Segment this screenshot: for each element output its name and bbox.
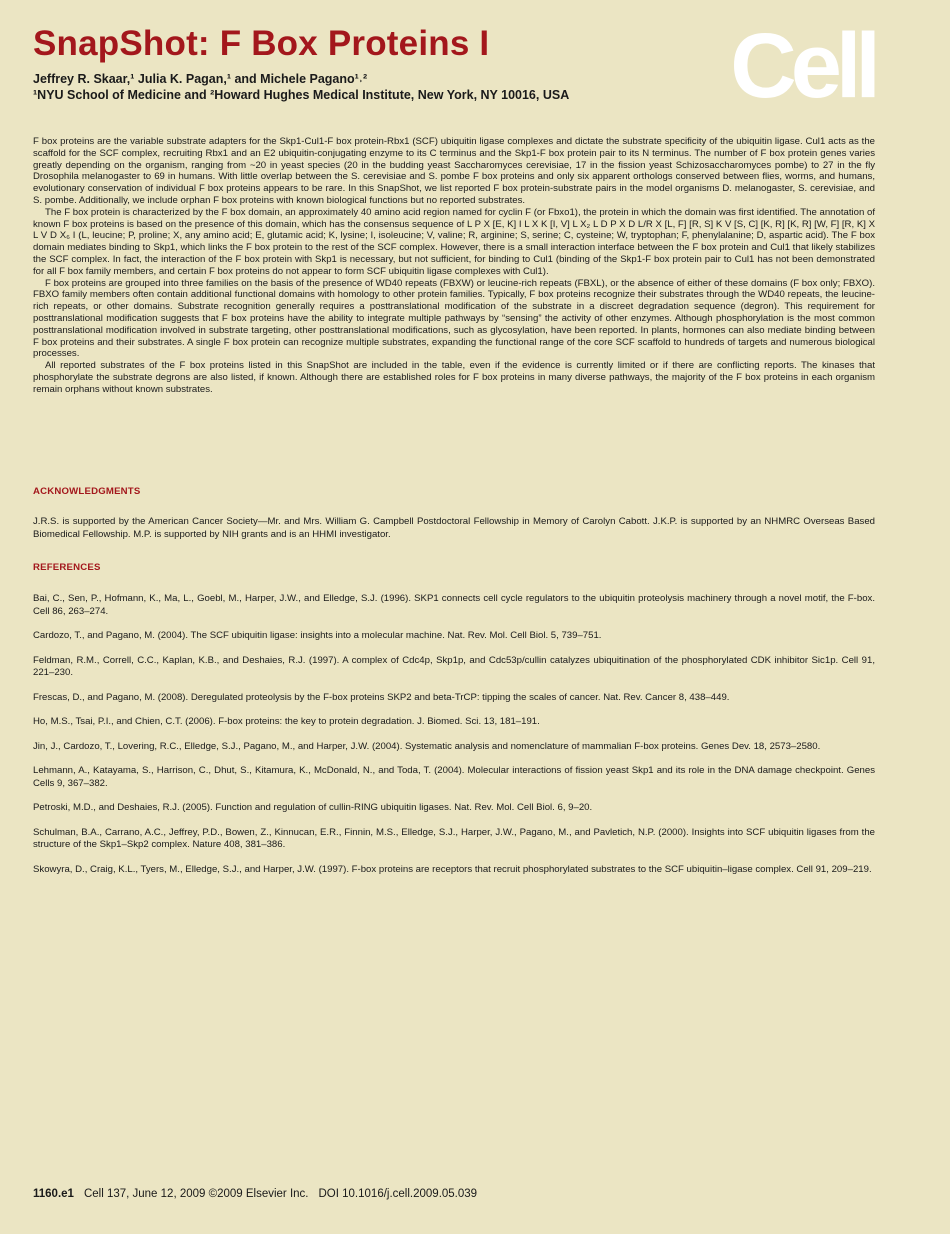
page-number: 1160.e1 [33, 1188, 74, 1200]
reference-item: Frescas, D., and Pagano, M. (2008). Deregulated proteolysis by the F-box proteins SKP2 and beta-TrCP: tipping the scales of cancer. Nat. Rev. Cancer 8, 438–449. [33, 691, 730, 703]
reference-item: Lehmann, A., Katayama, S., Harrison, C., Dhut, S., Kitamura, K., McDonald, N., and Toda, T. (2004). Molecular interactions of fission yeast Skp1 and its role in the DNA damage checkpoint. Genes Cells 9, 367–382. [33, 765, 875, 789]
acknowledgments-heading: ACKNOWLEDGMENTS [33, 486, 141, 497]
abstract-paragraph: The F box protein is characterized by the F box domain, an approximately 40 amino acid region named for cyclin F (or Fbxo1), the protein in which the domain was first identified. The annotation of known F box proteins is based on the presence of this domain, which has the consensus sequence of L P X [E, K] I L X K [I, V] L X₂ L D P X D L/R X [L, F] [R, S] K V [S, C] [K, R] [K, R] [W, F] [R, K] X L V D X₆ I (L, leucine; P, proline; X, any amino acid; E, glutamic acid; K, lysine; I, isoleucine; V, valine; R, arginine; S, serine; C, cysteine; W, tryptophan; F, phenylalanine; D, aspartic acid). The F box domain mediates binding to Skp1, which links the F box protein to the rest of the SCF complex. However, there is a small interaction interface between the F box protein and Cul1 that likely stabilizes the SCF complex. In fact, the interaction of the F box protein with Skp1 is necessary, but not sufficient, for binding to Cul1 (binding of the Skp1-F box protein pair to Cul1 has not been demonstrated for all F box family members, and certain F box proteins do not appear to form SCF ubiquitin ligase complexes with Cul1). [33, 206, 875, 277]
abstract-paragraph: All reported substrates of the F box proteins listed in this SnapShot are included in the table, even if the evidence is currently limited or if there are conflicting reports. The kinases that phosphorylate the substrate degrons are also listed, if known. Although there are established roles for F box proteins in many diverse pathways, the majority of the F box proteins in each organism remain orphans without known substrates. [33, 360, 875, 395]
cell-logo: Cell [730, 15, 875, 117]
reference-item: Petroski, M.D., and Deshaies, R.J. (2005). Function and regulation of cullin-RING ubiquitin ligases. Nat. Rev. Mol. Cell Biol. 6, 9–20. [33, 802, 593, 813]
affiliation-line: ¹NYU School of Medicine and ²Howard Hughes Medical Institute, New York, NY 10016, USA [33, 88, 570, 102]
references-heading: REFERENCES [33, 562, 101, 573]
doi: DOI 10.1016/j.cell.2009.05.039 [318, 1188, 478, 1200]
author-block [33, 71, 569, 103]
reference-item: Bai, C., Sen, P., Hofmann, K., Ma, L., Goebl, M., Harper, J.W., and Elledge, S.J. (1996). SKP1 connects cell cycle regulators to the ubiquitin proteolysis machinery through a novel motif, the F-box. Cell 86, 263–274. [33, 593, 875, 617]
page-title: SnapShot: F Box Proteins I [33, 24, 490, 63]
reference-item: Ho, M.S., Tsai, P.I., and Chien, C.T. (2006). F-box proteins: the key to protein degradation. J. Biomed. Sci. 13, 181–191. [33, 716, 540, 727]
abstract-paragraph: F box proteins are the variable substrate adapters for the Skp1-Cul1-F box protein-Rbx1 (SCF) ubiquitin ligase complexes and dictate the substrate specificity of the ubiquitin ligase. Cul1 acts as the scaffold for the SCF complex, recruiting Rbx1 and an E2 ubiquitin-conjugating enzyme to its C terminus and the Skp1-F box protein pair to its N terminus. The number of F box protein genes varies greatly depending on the organism, ranging from ~20 in yeast species (20 in the budding yeast Saccharomyces cerevisiae, 17 in the fission yeast Schizosaccharomyces pombe) to 27 in the fly Drosophila melanogaster to 69 in humans. With little overlap between the S. cerevisiae and S. pombe F box proteins and only six apparent orthologs conserved between flies, worms, and humans, evolutionary conservation of individual F box proteins appears to be rare. In this SnapShot, we list reported F box protein-substrate pairs in the model organisms D. melanogaster, S. cerevisiae, and S. pombe. Additionally, we include orphan F box proteins with known biological functions but no reported substrates. [33, 136, 875, 206]
reference-item: Skowyra, D., Craig, K.L., Tyers, M., Elledge, S.J., and Harper, J.W. (1997). F-box proteins are receptors that recruit phosphorylated substrates to the SCF ubiquitin–ligase complex. Cell 91, 209–219. [33, 863, 872, 875]
reference-item: Schulman, B.A., Carrano, A.C., Jeffrey, P.D., Bowen, Z., Kinnucan, E.R., Finnin, M.S., Elledge, S.J., Harper, J.W., Pagano, M., and Pavletich, N.P. (2000). Insights into SCF ubiquitin ligases from the structure of the Skp1–Skp2 complex. Nature 408, 381–386. [33, 826, 875, 850]
authors-line: Jeffrey R. Skaar,¹ Julia K. Pagan,¹ and Michele Pagano¹˒² [33, 72, 368, 86]
reference-item: Jin, J., Cardozo, T., Lovering, R.C., Elledge, S.J., Pagano, M., and Harper, J.W. (2004). Systematic analysis and nomenclature of mammalian F-box proteins. Genes Dev. 18, 2573–2580. [33, 740, 821, 752]
abstract-paragraph: F box proteins are grouped into three families on the basis of the presence of WD40 repeats (FBXW) or leucine-rich repeats (FBXL), or the absence of either of these domains (F box only; FBXO). FBXO family members often contain additional functional domains with homology to other protein families. Typically, F box proteins recognize their substrates through the WD40 repeats, the leucine-rich repeats, or other domains. Substrate recognition generally requires a posttranslational modification of the substrate in a discreet degradation sequence (degron). This requirement for posttranslational modification suggests that F box proteins have the ability to integrate multiple pathways by “sensing” the activity of other enzymes. Although phosphorylation is the most common posttranslational modification involved in substrate targeting, other posttranslational modifications, such as glycosylation, have been reported. In plants, hormones can also mediate binding between F box proteins and their substrates. A single F box protein can recognize multiple substrates, expanding the functional range of the core SCF scaffold to hundreds of targets and numerous biological processes. [33, 277, 875, 360]
reference-item: Feldman, R.M., Correll, C.C., Kaplan, K.B., and Deshaies, R.J. (1997). A complex of Cdc4p, Skp1p, and Cdc53p/cullin catalyzes ubiquitination of the phosphorylated CDK inhibitor Sic1p. Cell 91, 221–230. [33, 654, 875, 678]
page-footer [33, 1188, 477, 1200]
acknowledgments-text: J.R.S. is supported by the American Cancer Society—Mr. and Mrs. William G. Campbell Postdoctoral Fellowship in Memory of Carolyn Cabott. J.K.P. is supported by an NHMRC Overseas Based Biomedical Fellowship. M.P. is supported by NIH grants and is an HHMI investigator. [33, 516, 875, 540]
abstract-body [33, 136, 875, 396]
reference-list [33, 593, 875, 888]
journal-citation: Cell 137, June 12, 2009 ©2009 Elsevier Inc. [83, 1188, 309, 1200]
reference-item: Cardozo, T., and Pagano, M. (2004). The SCF ubiquitin ligase: insights into a molecular machine. Nat. Rev. Mol. Cell Biol. 5, 739–751. [33, 630, 602, 641]
